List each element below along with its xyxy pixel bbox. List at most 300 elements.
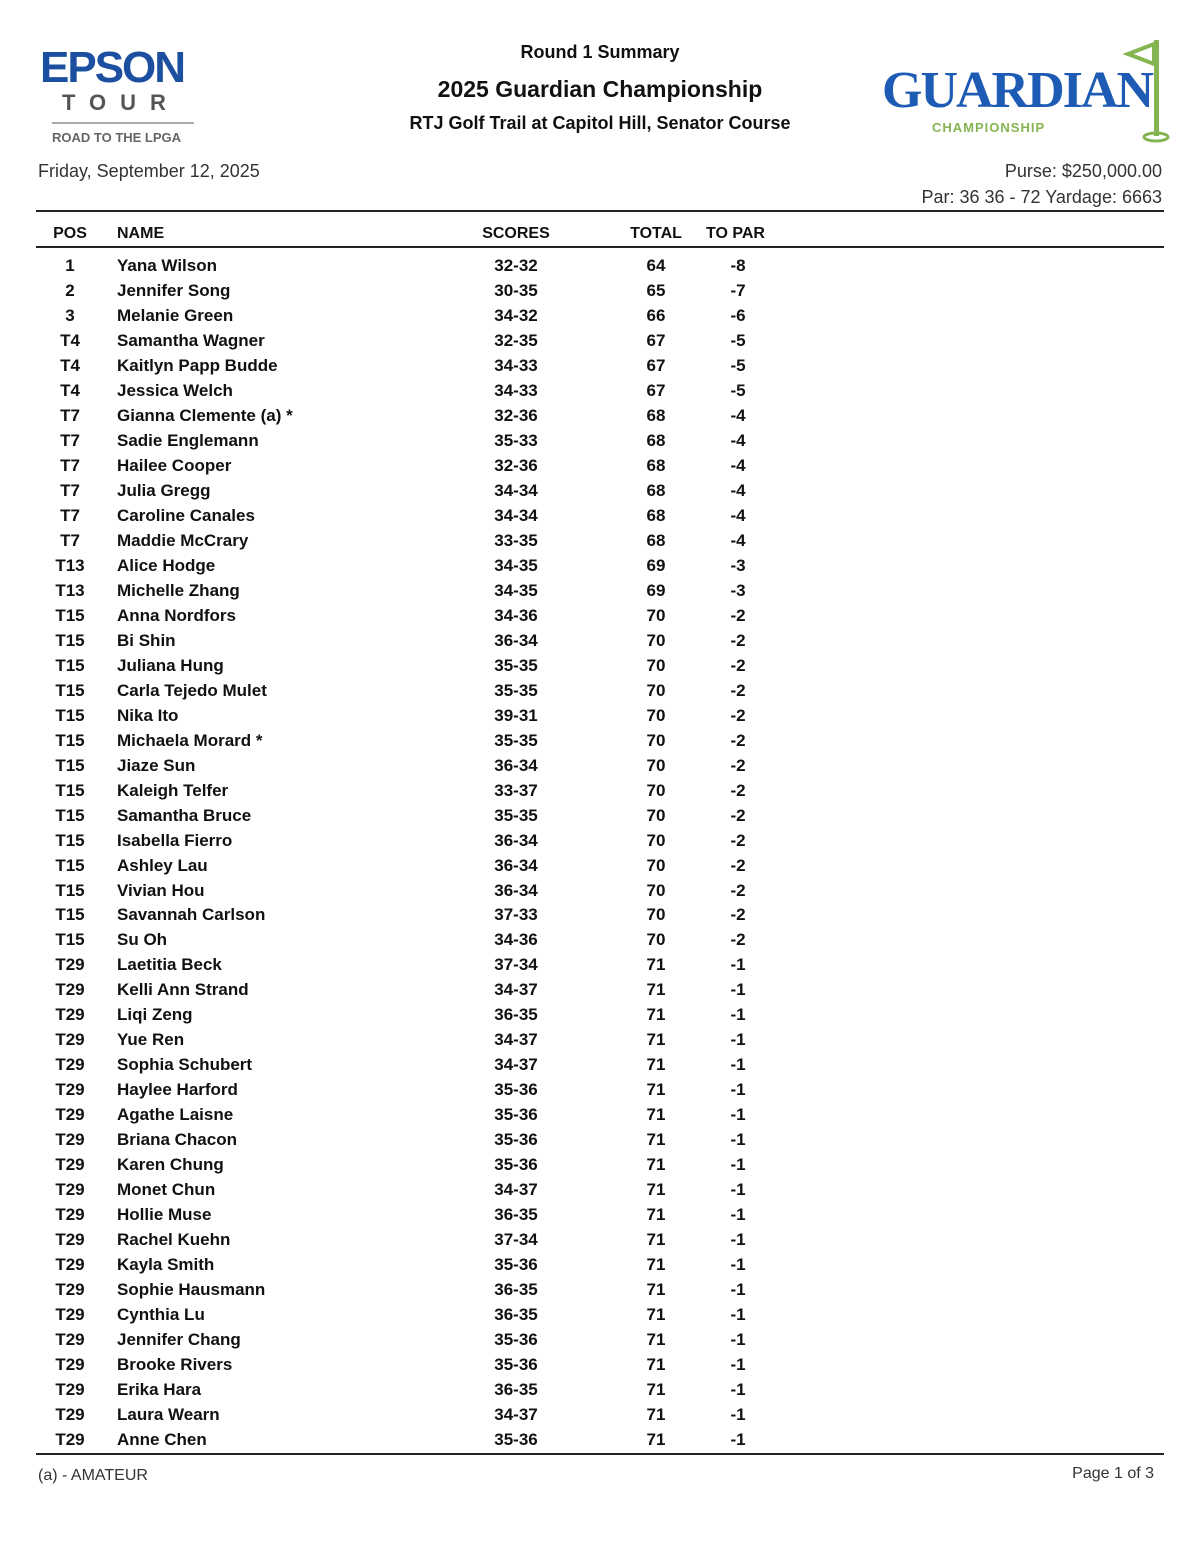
table-row xyxy=(0,1355,1200,1380)
round-scores: 35-36 xyxy=(494,1255,538,1275)
divider xyxy=(36,1453,1164,1455)
round-scores: 36-35 xyxy=(494,1205,538,1225)
round-scores: 34-37 xyxy=(494,1405,538,1425)
round-scores: 36-34 xyxy=(494,855,538,875)
to-par: -2 xyxy=(730,805,746,825)
total-score: 64 xyxy=(646,256,666,275)
to-par: -3 xyxy=(730,580,746,600)
player-name: Laura Wearn xyxy=(117,1405,220,1425)
round-scores: 34-37 xyxy=(494,1030,538,1050)
to-par: -1 xyxy=(730,1305,746,1325)
to-par: -2 xyxy=(730,880,746,900)
table-row xyxy=(0,1405,1200,1430)
to-par: -4 xyxy=(730,480,746,500)
player-name: Melanie Green xyxy=(117,305,234,325)
round-scores: 35-36 xyxy=(494,1130,538,1150)
to-par: -2 xyxy=(730,730,746,750)
table-row xyxy=(0,1030,1200,1055)
position: T15 xyxy=(55,680,85,700)
par-yardage: Par: 36 36 - 72 Yardage: 6663 xyxy=(921,187,1162,207)
position: T15 xyxy=(55,630,85,650)
to-par: -6 xyxy=(730,305,746,325)
total-score: 65 xyxy=(646,280,666,300)
table-row xyxy=(0,456,1200,481)
to-par: -1 xyxy=(730,1430,746,1450)
total-score: 68 xyxy=(646,480,666,500)
to-par: -1 xyxy=(730,1130,746,1150)
player-name: Brooke Rivers xyxy=(117,1355,233,1375)
player-name: Anne Chen xyxy=(117,1430,207,1450)
round-scores: 32-36 xyxy=(494,455,538,475)
total-score: 70 xyxy=(646,605,666,625)
table-row xyxy=(0,831,1200,856)
to-par: -1 xyxy=(730,1255,746,1275)
total-score: 71 xyxy=(646,1005,666,1025)
round-scores: 34-36 xyxy=(494,930,538,950)
round-scores: 35-36 xyxy=(494,1105,538,1125)
round-scores: 35-36 xyxy=(494,1155,538,1175)
total-score: 71 xyxy=(646,1205,666,1225)
total-score: 71 xyxy=(646,1030,666,1050)
column-header-to-par: TO PAR xyxy=(706,225,765,242)
divider xyxy=(36,246,1164,248)
total-score: 71 xyxy=(646,1430,666,1450)
round-title: Round 1 Summary xyxy=(520,42,680,62)
to-par: -2 xyxy=(730,630,746,650)
column-header-total: TOTAL xyxy=(630,225,682,242)
player-name: Jennifer Song xyxy=(117,280,231,300)
player-name: Julia Gregg xyxy=(117,480,211,500)
table-row xyxy=(0,1305,1200,1330)
round-scores: 35-36 xyxy=(494,1430,538,1450)
total-score: 68 xyxy=(646,455,666,475)
event-title: 2025 Guardian Championship xyxy=(437,76,763,102)
position: T4 xyxy=(60,380,80,400)
round-scores: 39-31 xyxy=(494,705,538,725)
to-par: -1 xyxy=(730,1330,746,1350)
position: T13 xyxy=(55,580,85,600)
total-score: 71 xyxy=(646,1105,666,1125)
position: T29 xyxy=(55,1355,85,1375)
round-scores: 34-37 xyxy=(494,1055,538,1075)
round-scores: 36-35 xyxy=(494,1280,538,1300)
player-name: Gianna Clemente (a) * xyxy=(117,405,293,425)
table-row xyxy=(0,631,1200,656)
table-row xyxy=(0,1430,1200,1455)
table-row xyxy=(0,356,1200,381)
table-row xyxy=(0,656,1200,681)
player-name: Caroline Canales xyxy=(117,505,255,525)
table-row xyxy=(0,431,1200,456)
total-score: 68 xyxy=(646,405,666,425)
player-name: Samantha Wagner xyxy=(117,330,265,350)
table-row xyxy=(0,1080,1200,1105)
to-par: -4 xyxy=(730,430,746,450)
table-row xyxy=(0,731,1200,756)
player-name: Maddie McCrary xyxy=(117,530,249,550)
position: T29 xyxy=(55,1255,85,1275)
total-score: 70 xyxy=(646,780,666,800)
epson-tour-logo xyxy=(40,43,200,145)
total-score: 69 xyxy=(646,555,666,575)
round-scores: 35-35 xyxy=(494,655,538,675)
position: T15 xyxy=(55,780,85,800)
total-score: 70 xyxy=(646,855,666,875)
player-name: Kaleigh Telfer xyxy=(117,780,229,800)
player-name: Nika Ito xyxy=(117,705,179,725)
position: T15 xyxy=(55,880,85,900)
table-row xyxy=(0,1380,1200,1405)
position: 2 xyxy=(65,280,75,300)
round-scores: 35-33 xyxy=(494,430,538,450)
page-number: Page 1 of 3 xyxy=(1072,1465,1154,1482)
player-name: Alice Hodge xyxy=(117,555,216,575)
total-score: 71 xyxy=(646,1305,666,1325)
column-header-scores: SCORES xyxy=(482,225,550,242)
table-row xyxy=(0,681,1200,706)
to-par: -1 xyxy=(730,1105,746,1125)
table-row xyxy=(0,1280,1200,1305)
round-scores: 33-37 xyxy=(494,780,538,800)
table-row xyxy=(0,306,1200,331)
player-name: Rachel Kuehn xyxy=(117,1230,231,1250)
to-par: -2 xyxy=(730,830,746,850)
position: T13 xyxy=(55,555,85,575)
total-score: 71 xyxy=(646,1130,666,1150)
purse: Purse: $250,000.00 xyxy=(1004,161,1162,181)
player-name: Laetitia Beck xyxy=(117,955,222,975)
table-row xyxy=(0,930,1200,955)
player-name: Karen Chung xyxy=(117,1155,224,1175)
position: T7 xyxy=(60,405,80,425)
position: T15 xyxy=(55,855,85,875)
total-score: 68 xyxy=(646,430,666,450)
player-name: Hollie Muse xyxy=(117,1205,212,1225)
total-score: 71 xyxy=(646,1380,666,1400)
total-score: 70 xyxy=(646,655,666,675)
round-scores: 34-33 xyxy=(494,355,538,375)
round-scores: 36-34 xyxy=(494,880,538,900)
to-par: -1 xyxy=(730,1080,746,1100)
position: T15 xyxy=(55,705,85,725)
total-score: 70 xyxy=(646,705,666,725)
to-par: -4 xyxy=(730,405,746,425)
player-name: Hailee Cooper xyxy=(117,455,232,475)
round-scores: 34-33 xyxy=(494,380,538,400)
position: T4 xyxy=(60,355,80,375)
position: T7 xyxy=(60,430,80,450)
table-row xyxy=(0,756,1200,781)
player-name: Haylee Harford xyxy=(117,1080,238,1100)
to-par: -2 xyxy=(730,605,746,625)
round-scores: 35-35 xyxy=(494,730,538,750)
to-par: -2 xyxy=(730,680,746,700)
position: T7 xyxy=(60,480,80,500)
to-par: -2 xyxy=(730,855,746,875)
position: T15 xyxy=(55,655,85,675)
table-row xyxy=(0,381,1200,406)
table-row xyxy=(0,881,1200,906)
logo-divider xyxy=(52,122,194,124)
position: 1 xyxy=(65,256,75,275)
to-par: -3 xyxy=(730,555,746,575)
table-row xyxy=(0,606,1200,631)
round-scores: 32-35 xyxy=(494,330,538,350)
total-score: 70 xyxy=(646,930,666,950)
round-scores: 34-35 xyxy=(494,555,538,575)
player-name: Vivian Hou xyxy=(117,880,205,900)
to-par: -1 xyxy=(730,1405,746,1425)
round-scores: 35-36 xyxy=(494,1330,538,1350)
total-score: 70 xyxy=(646,680,666,700)
table-row xyxy=(0,531,1200,556)
table-row xyxy=(0,1130,1200,1155)
round-scores: 36-35 xyxy=(494,1305,538,1325)
to-par: -1 xyxy=(730,980,746,1000)
player-name: Samantha Bruce xyxy=(117,805,252,825)
total-score: 70 xyxy=(646,630,666,650)
position: T29 xyxy=(55,1380,85,1400)
total-score: 70 xyxy=(646,880,666,900)
player-name: Yana Wilson xyxy=(117,256,217,275)
round-scores: 36-34 xyxy=(494,630,538,650)
round-scores: 34-34 xyxy=(494,480,538,500)
total-score: 71 xyxy=(646,1155,666,1175)
logo-text: CHAMPIONSHIP xyxy=(932,120,1046,135)
round-scores: 34-37 xyxy=(494,1180,538,1200)
table-row xyxy=(0,331,1200,356)
to-par: -4 xyxy=(730,505,746,525)
column-header-name: NAME xyxy=(117,225,165,242)
round-scores: 35-36 xyxy=(494,1080,538,1100)
position: T15 xyxy=(55,805,85,825)
table-row xyxy=(0,856,1200,881)
table-row xyxy=(0,1180,1200,1205)
to-par: -2 xyxy=(730,755,746,775)
to-par: -2 xyxy=(730,930,746,950)
divider xyxy=(36,210,1164,212)
player-name: Jennifer Chang xyxy=(117,1330,241,1350)
total-score: 67 xyxy=(646,355,666,375)
position: T29 xyxy=(55,1155,85,1175)
position: T29 xyxy=(55,1405,85,1425)
round-scores: 37-33 xyxy=(494,905,538,925)
player-name: Juliana Hung xyxy=(117,655,224,675)
logo-text: GUARDIAN xyxy=(882,62,1152,119)
total-score: 71 xyxy=(646,980,666,1000)
position: T15 xyxy=(55,905,85,925)
round-scores: 34-35 xyxy=(494,580,538,600)
total-score: 71 xyxy=(646,1230,666,1250)
position: T29 xyxy=(55,1330,85,1350)
round-scores: 34-36 xyxy=(494,605,538,625)
position: T29 xyxy=(55,1130,85,1150)
total-score: 70 xyxy=(646,730,666,750)
round-scores: 36-34 xyxy=(494,755,538,775)
table-row xyxy=(0,1230,1200,1255)
player-name: Sophie Hausmann xyxy=(117,1280,266,1300)
position: T15 xyxy=(55,730,85,750)
total-score: 71 xyxy=(646,1055,666,1075)
total-score: 71 xyxy=(646,1080,666,1100)
position: T15 xyxy=(55,930,85,950)
table-row xyxy=(0,1205,1200,1230)
position: T4 xyxy=(60,330,80,350)
guardian-championship-logo xyxy=(880,36,1170,144)
table-row xyxy=(0,256,1200,281)
player-name: Kayla Smith xyxy=(117,1255,215,1275)
round-scores: 34-37 xyxy=(494,980,538,1000)
to-par: -1 xyxy=(730,1280,746,1300)
total-score: 71 xyxy=(646,1255,666,1275)
position: T29 xyxy=(55,1230,85,1250)
total-score: 66 xyxy=(646,305,666,325)
total-score: 71 xyxy=(646,1180,666,1200)
total-score: 67 xyxy=(646,330,666,350)
position: T29 xyxy=(55,1205,85,1225)
to-par: -1 xyxy=(730,1055,746,1075)
player-name: Jessica Welch xyxy=(117,380,233,400)
table-row xyxy=(0,406,1200,431)
table-row xyxy=(0,506,1200,531)
position: T7 xyxy=(60,505,80,525)
table-row xyxy=(0,706,1200,731)
logo-text: EPSON xyxy=(40,43,185,92)
position: T29 xyxy=(55,1080,85,1100)
position: T15 xyxy=(55,830,85,850)
to-par: -2 xyxy=(730,780,746,800)
position: T29 xyxy=(55,980,85,1000)
position: T7 xyxy=(60,530,80,550)
position: T29 xyxy=(55,1105,85,1125)
table-row xyxy=(0,281,1200,306)
round-scores: 34-34 xyxy=(494,505,538,525)
player-name: Briana Chacon xyxy=(117,1130,237,1150)
round-scores: 35-36 xyxy=(494,1355,538,1375)
round-scores: 36-34 xyxy=(494,830,538,850)
position: T15 xyxy=(55,605,85,625)
round-scores: 36-35 xyxy=(494,1005,538,1025)
to-par: -1 xyxy=(730,1030,746,1050)
position: T29 xyxy=(55,1055,85,1075)
round-scores: 36-35 xyxy=(494,1380,538,1400)
to-par: -1 xyxy=(730,1005,746,1025)
player-name: Bi Shin xyxy=(117,630,176,650)
player-name: Kelli Ann Strand xyxy=(117,980,249,1000)
position: T29 xyxy=(55,1030,85,1050)
table-row xyxy=(0,955,1200,980)
round-scores: 35-35 xyxy=(494,680,538,700)
golf-flag-icon xyxy=(1116,36,1170,144)
to-par: -4 xyxy=(730,530,746,550)
round-scores: 37-34 xyxy=(494,955,538,975)
position: T7 xyxy=(60,455,80,475)
player-name: Isabella Fierro xyxy=(117,830,233,850)
player-name: Sophia Schubert xyxy=(117,1055,253,1075)
player-name: Michaela Morard * xyxy=(117,730,263,750)
to-par: -1 xyxy=(730,1180,746,1200)
to-par: -1 xyxy=(730,1155,746,1175)
to-par: -2 xyxy=(730,905,746,925)
round-scores: 32-36 xyxy=(494,405,538,425)
to-par: -5 xyxy=(730,330,746,350)
player-name: Erika Hara xyxy=(117,1380,202,1400)
table-row xyxy=(0,1005,1200,1030)
total-score: 71 xyxy=(646,1355,666,1375)
to-par: -5 xyxy=(730,380,746,400)
player-name: Cynthia Lu xyxy=(117,1305,205,1325)
player-name: Savannah Carlson xyxy=(117,905,266,925)
course-name: RTJ Golf Trail at Capitol Hill, Senator Course xyxy=(409,113,791,133)
table-row xyxy=(0,1105,1200,1130)
to-par: -7 xyxy=(730,280,746,300)
position: T29 xyxy=(55,1280,85,1300)
total-score: 71 xyxy=(646,1405,666,1425)
position: T29 xyxy=(55,1305,85,1325)
table-row xyxy=(0,1255,1200,1280)
table-row xyxy=(0,1155,1200,1180)
player-name: Su Oh xyxy=(117,930,168,950)
to-par: -1 xyxy=(730,955,746,975)
to-par: -1 xyxy=(730,1230,746,1250)
to-par: -1 xyxy=(730,1355,746,1375)
total-score: 70 xyxy=(646,830,666,850)
total-score: 71 xyxy=(646,955,666,975)
total-score: 70 xyxy=(646,905,666,925)
total-score: 68 xyxy=(646,530,666,550)
table-row xyxy=(0,581,1200,606)
date: Friday, September 12, 2025 xyxy=(38,161,260,181)
player-name: Monet Chun xyxy=(117,1180,216,1200)
table-row xyxy=(0,556,1200,581)
total-score: 69 xyxy=(646,580,666,600)
amateur-note: (a) - AMATEUR xyxy=(38,1467,148,1484)
position: T29 xyxy=(55,1430,85,1450)
table-row xyxy=(0,806,1200,831)
to-par: -2 xyxy=(730,655,746,675)
player-name: Agathe Laisne xyxy=(117,1105,234,1125)
position: 3 xyxy=(65,305,75,325)
table-row xyxy=(0,980,1200,1005)
total-score: 68 xyxy=(646,505,666,525)
table-row xyxy=(0,1055,1200,1080)
total-score: 67 xyxy=(646,380,666,400)
table-row xyxy=(0,905,1200,930)
table-row xyxy=(0,781,1200,806)
player-name: Kaitlyn Papp Budde xyxy=(117,355,278,375)
total-score: 70 xyxy=(646,805,666,825)
round-scores: 37-34 xyxy=(494,1230,538,1250)
position: T29 xyxy=(55,1005,85,1025)
table-row xyxy=(0,481,1200,506)
round-scores: 35-35 xyxy=(494,805,538,825)
player-name: Ashley Lau xyxy=(117,855,208,875)
position: T15 xyxy=(55,755,85,775)
total-score: 71 xyxy=(646,1280,666,1300)
total-score: 71 xyxy=(646,1330,666,1350)
table-row xyxy=(0,1330,1200,1355)
position: T29 xyxy=(55,955,85,975)
player-name: Michelle Zhang xyxy=(117,580,240,600)
total-score: 70 xyxy=(646,755,666,775)
logo-text: TOUR xyxy=(62,90,180,115)
to-par: -4 xyxy=(730,455,746,475)
player-name: Liqi Zeng xyxy=(117,1005,193,1025)
round-scores: 33-35 xyxy=(494,530,538,550)
logo-text: ROAD TO THE LPGA xyxy=(52,130,182,145)
player-name: Jiaze Sun xyxy=(117,755,196,775)
column-header-pos: POS xyxy=(53,225,87,242)
